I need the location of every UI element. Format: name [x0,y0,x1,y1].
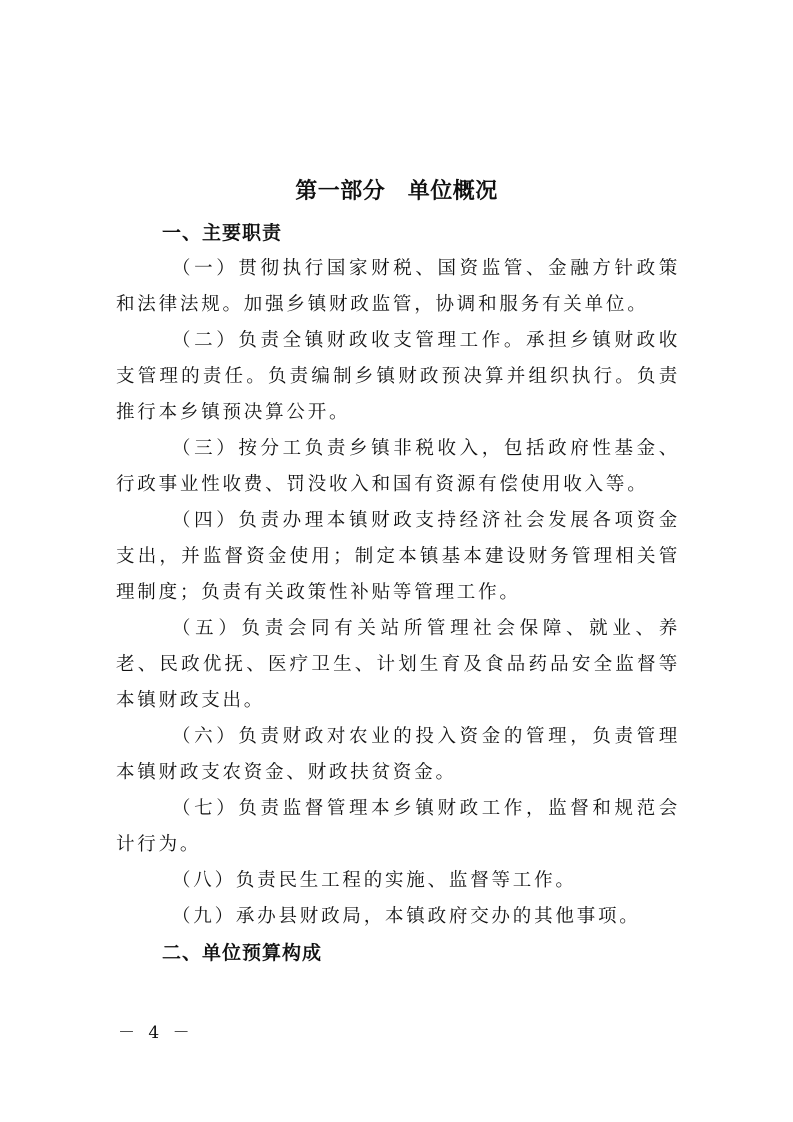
section-heading-budget-composition: 二、单位预算构成 [162,942,323,964]
paragraph-duty-9: （九）承办县财政局，本镇政府交办的其他事项。 [172,906,641,927]
page-title: 第一部分 单位概况 [295,179,498,204]
section-heading-duties: 一、主要职责 [162,222,283,244]
paragraph-duty-6: （六）负责财政对农业的投入资金的管理，负责管理本镇财政支农资金、财政扶贫资金。 [116,726,680,783]
paragraph-duty-4: （四）负责办理本镇财政支持经济社会发展各项资金支出，并监督资金使用；制定本镇基本建设财务管理相关管理制度；负责有关政策性补贴等管理工作。 [116,510,680,603]
paragraph-duty-5: （五）负责会同有关站所管理社会保障、就业、养老、民政优抚、医疗卫生、计划生育及食品药品安全监督等本镇财政支出。 [116,618,680,711]
paragraph-duty-3: （三）按分工负责乡镇非税收入，包括政府性基金、行政事业性收费、罚没收入和国有资源有偿使用收入等。 [116,438,680,495]
paragraph-duty-1: （一）贯彻执行国家财税、国资监管、金融方针政策和法律法规。加强乡镇财政监管，协调和服务有关单位。 [116,258,680,315]
paragraph-duty-7: （七）负责监督管理本乡镇财政工作，监督和规范会计行为。 [116,798,680,855]
document-body [116,215,680,971]
paragraph-duty-8: （八）负责民生工程的实施、监督等工作。 [172,870,577,891]
paragraph-duty-2: （二）负责全镇财政收支管理工作。承担乡镇财政收支管理的责任。负责编制乡镇财政预决算并组织执行。负责推行本乡镇预决算公开。 [116,330,680,423]
page-number: － 4 － [118,1023,194,1043]
